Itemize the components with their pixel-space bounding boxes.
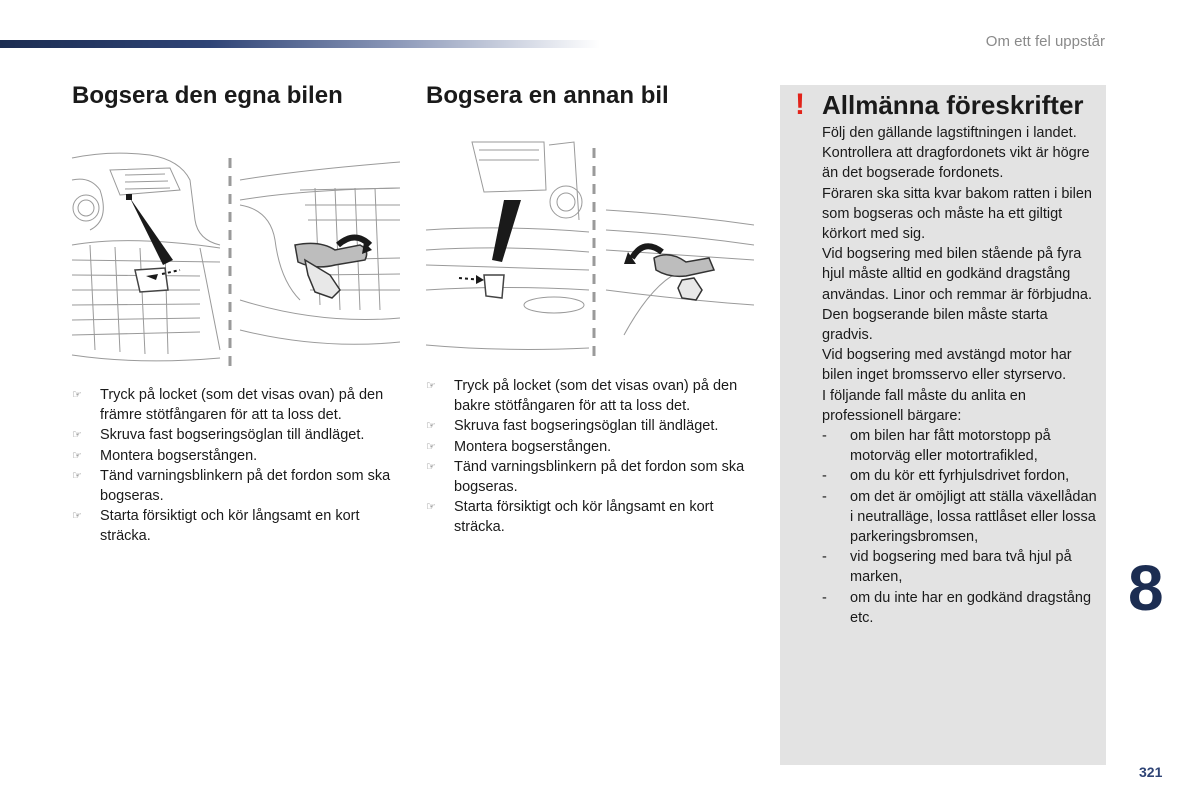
warning-paragraph: I följande fall måste du anlita en professionell bärgare: (822, 387, 1026, 424)
list-item (426, 497, 756, 537)
pointing-hand-icon: ☞ (72, 389, 82, 401)
step-text: Starta försiktigt och kör långsamt en kort sträcka. (100, 508, 360, 545)
middle-heading: Bogsera en annan bil (426, 82, 669, 109)
list-item (72, 385, 402, 425)
warning-list-text: om bilen har fått motorstopp på motorväg eller motortrafikled, (850, 428, 1051, 465)
step-text: Montera bogserstången. (454, 438, 612, 455)
warning-paragraph: Föraren ska sitta kvar bakom ratten i bilen som bogseras och måste ha ett giltigt körkort med sig. (822, 185, 1092, 243)
pointing-hand-icon: ☞ (426, 460, 436, 473)
warning-paragraph: Vid bogsering med bilen stående på fyra hjul måste alltid en godkänd dragstång användas. Linor och remmar är förbjudna. (822, 246, 1093, 303)
pointing-hand-icon: ☞ (72, 469, 82, 482)
list-item (426, 457, 756, 497)
warning-list-text: vid bogsering med bara två hjul på marken, (850, 549, 1072, 586)
list-item (72, 466, 402, 506)
list-item (426, 437, 756, 457)
warning-paragraph: Följ den gällande lagstiftningen i landet. (822, 125, 1077, 141)
pointing-hand-icon: ☞ (72, 510, 82, 523)
warning-paragraph: Kontrollera att dragfordonets vikt är högre än det bogserade fordonets. (822, 145, 1090, 182)
warning-list-text: om du inte har en godkänd dragstång etc. (850, 589, 1092, 626)
rear-towing-illustration (424, 140, 754, 362)
list-item: - om du inte har en godkänd dragstång etc. (822, 589, 1092, 626)
pointing-hand-icon: ☞ (426, 420, 436, 433)
list-item: - om bilen har fått motorstopp på motorväg eller motortrafikled, (822, 428, 1051, 465)
step-text: Tryck på locket (som det visas ovan) på den främre stötfångaren för att ta loss det. (100, 387, 384, 424)
exclamation-icon: ! (795, 88, 805, 121)
step-text: Skruva fast bogseringsöglan till ändläget. (454, 418, 719, 435)
list-item (72, 425, 402, 445)
page-number: 321 (1139, 764, 1163, 780)
step-text: Tryck på locket (som det visas ovan) på den bakre stötfångaren för att ta loss det. (454, 378, 738, 415)
pointing-hand-icon: ☞ (72, 449, 82, 462)
list-item (72, 446, 402, 466)
warning-list (822, 426, 1102, 628)
step-text: Tänd varningsblinkern på det fordon som ska bogseras. (100, 467, 391, 505)
step-text: Montera bogserstången. (100, 447, 258, 464)
pointing-hand-icon: ☞ (426, 501, 436, 514)
warning-paragraph: Vid bogsering med avstängd motor har bilen inget bromsservo eller styrservo. (822, 347, 1072, 384)
pointing-hand-icon: ☞ (72, 429, 82, 442)
list-item: - om det är omöjligt att ställa växellådan i neutralläge, lossa rattlåset eller lossa parkeringsbromsen, (822, 488, 1097, 546)
pointing-hand-icon: ☞ (426, 380, 436, 392)
chapter-number: 8 (1128, 552, 1164, 624)
warning-heading: Allmänna föreskrifter (822, 90, 1084, 120)
warning-paragraph: Den bogserande bilen måste starta gradvis. (822, 306, 1048, 344)
list-item (426, 376, 756, 416)
left-steps-list (72, 385, 402, 547)
list-item: - vid bogsering med bara två hjul på marken, (822, 549, 1072, 586)
list-item: - om du kör ett fyrhjulsdrivet fordon, (822, 468, 1070, 485)
list-item (72, 506, 402, 546)
section-title: Om ett fel uppstår (985, 33, 1105, 50)
middle-steps-list (426, 376, 756, 538)
front-towing-illustration (70, 150, 400, 372)
left-heading: Bogsera den egna bilen (72, 82, 343, 109)
warning-list-text: om du kör ett fyrhjulsdrivet fordon, (850, 468, 1070, 485)
step-text: Tänd varningsblinkern på det fordon som ska bogseras. (454, 458, 745, 496)
step-text: Starta försiktigt och kör långsamt en kort sträcka. (454, 499, 714, 536)
step-text: Skruva fast bogseringsöglan till ändläget. (100, 427, 365, 444)
list-item (426, 416, 756, 436)
header-color-bar (0, 40, 600, 48)
warning-text (822, 123, 1102, 628)
pointing-hand-icon: ☞ (426, 440, 436, 453)
warning-list-text: om det är omöjligt att ställa växellådan i neutralläge, lossa rattlåset eller lossa parkeringsbromsen, (850, 488, 1097, 546)
